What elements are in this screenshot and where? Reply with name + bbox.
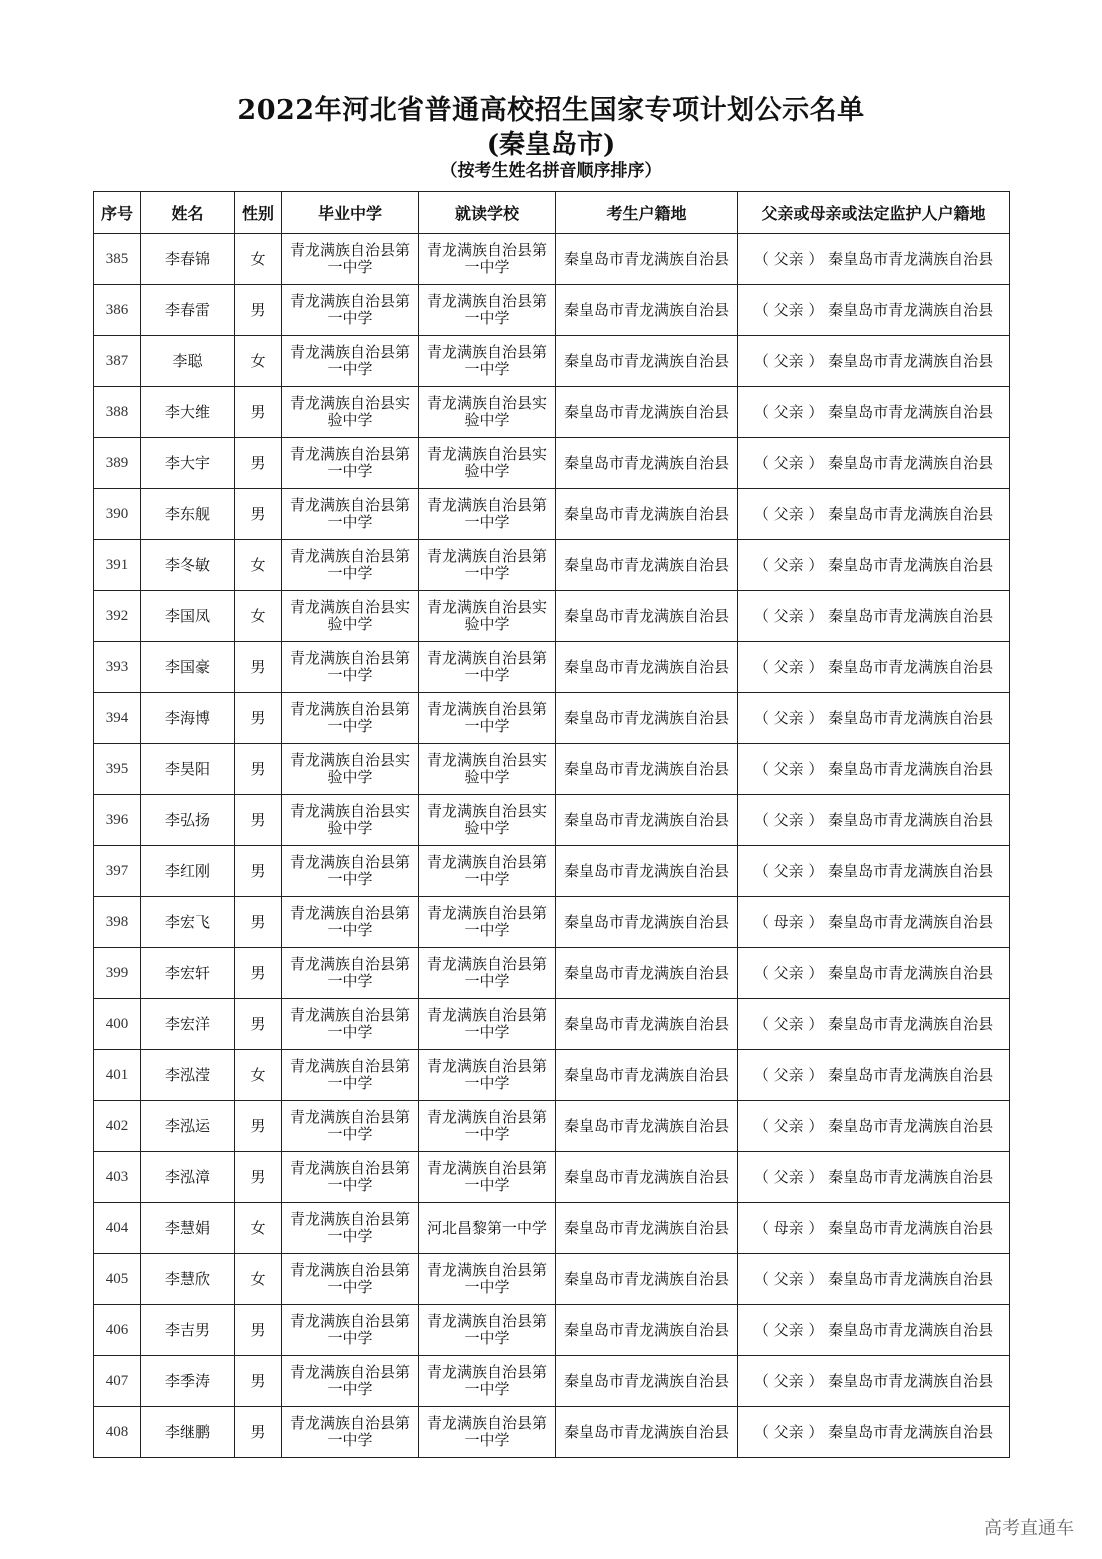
cell-current-school: 青龙满族自治县第一中学 xyxy=(419,336,556,387)
cell-guardian-hukou: （ 父亲 ） 秦皇岛市青龙满族自治县 xyxy=(738,1254,1010,1305)
cell-student-hukou: 秦皇岛市青龙满族自治县 xyxy=(556,1050,738,1101)
cell-name: 李聪 xyxy=(141,336,235,387)
cell-student-hukou: 秦皇岛市青龙满族自治县 xyxy=(556,795,738,846)
cell-seq: 406 xyxy=(94,1305,141,1356)
cell-guardian-hukou: （ 父亲 ） 秦皇岛市青龙满族自治县 xyxy=(738,285,1010,336)
cell-graduation-school: 青龙满族自治县实验中学 xyxy=(282,795,419,846)
cell-guardian-hukou: （ 父亲 ） 秦皇岛市青龙满族自治县 xyxy=(738,744,1010,795)
cell-guardian-hukou: （ 父亲 ） 秦皇岛市青龙满族自治县 xyxy=(738,1101,1010,1152)
cell-guardian-hukou: （ 父亲 ） 秦皇岛市青龙满族自治县 xyxy=(738,234,1010,285)
cell-gender: 男 xyxy=(235,642,282,693)
cell-student-hukou: 秦皇岛市青龙满族自治县 xyxy=(556,948,738,999)
cell-guardian-hukou: （ 父亲 ） 秦皇岛市青龙满族自治县 xyxy=(738,438,1010,489)
cell-graduation-school: 青龙满族自治县第一中学 xyxy=(282,999,419,1050)
cell-seq: 407 xyxy=(94,1356,141,1407)
cell-graduation-school: 青龙满族自治县第一中学 xyxy=(282,1254,419,1305)
cell-current-school: 青龙满族自治县第一中学 xyxy=(419,489,556,540)
col-header-student-hukou: 考生户籍地 xyxy=(556,192,738,234)
cell-guardian-hukou: （ 父亲 ） 秦皇岛市青龙满族自治县 xyxy=(738,540,1010,591)
cell-name: 李春雷 xyxy=(141,285,235,336)
cell-graduation-school: 青龙满族自治县第一中学 xyxy=(282,234,419,285)
table-row xyxy=(94,948,1010,999)
cell-graduation-school: 青龙满族自治县第一中学 xyxy=(282,948,419,999)
cell-gender: 女 xyxy=(235,234,282,285)
cell-graduation-school: 青龙满族自治县第一中学 xyxy=(282,438,419,489)
cell-current-school: 青龙满族自治县第一中学 xyxy=(419,1356,556,1407)
cell-seq: 397 xyxy=(94,846,141,897)
cell-student-hukou: 秦皇岛市青龙满族自治县 xyxy=(556,438,738,489)
cell-guardian-hukou: （ 父亲 ） 秦皇岛市青龙满族自治县 xyxy=(738,999,1010,1050)
cell-student-hukou: 秦皇岛市青龙满族自治县 xyxy=(556,744,738,795)
col-header-gender: 性别 xyxy=(235,192,282,234)
col-header-graduation-school: 毕业中学 xyxy=(282,192,419,234)
cell-guardian-hukou: （ 父亲 ） 秦皇岛市青龙满族自治县 xyxy=(738,1407,1010,1458)
cell-graduation-school: 青龙满族自治县第一中学 xyxy=(282,1407,419,1458)
cell-name: 李慧娟 xyxy=(141,1203,235,1254)
cell-current-school: 青龙满族自治县实验中学 xyxy=(419,795,556,846)
table-row xyxy=(94,1152,1010,1203)
cell-name: 李泓漳 xyxy=(141,1152,235,1203)
cell-current-school: 青龙满族自治县实验中学 xyxy=(419,387,556,438)
cell-seq: 395 xyxy=(94,744,141,795)
cell-current-school: 青龙满族自治县实验中学 xyxy=(419,744,556,795)
cell-student-hukou: 秦皇岛市青龙满族自治县 xyxy=(556,897,738,948)
cell-guardian-hukou: （ 父亲 ） 秦皇岛市青龙满族自治县 xyxy=(738,1152,1010,1203)
page-title: 2022年河北省普通高校招生国家专项计划公示名单 xyxy=(237,95,865,126)
cell-current-school: 青龙满族自治县第一中学 xyxy=(419,999,556,1050)
cell-gender: 男 xyxy=(235,285,282,336)
cell-guardian-hukou: （ 父亲 ） 秦皇岛市青龙满族自治县 xyxy=(738,948,1010,999)
roster-table xyxy=(93,191,1010,1458)
cell-gender: 男 xyxy=(235,999,282,1050)
cell-seq: 389 xyxy=(94,438,141,489)
cell-graduation-school: 青龙满族自治县第一中学 xyxy=(282,336,419,387)
cell-gender: 男 xyxy=(235,438,282,489)
cell-seq: 401 xyxy=(94,1050,141,1101)
cell-graduation-school: 青龙满族自治县第一中学 xyxy=(282,1050,419,1101)
cell-current-school: 河北昌黎第一中学 xyxy=(419,1203,556,1254)
cell-current-school: 青龙满族自治县第一中学 xyxy=(419,1050,556,1101)
cell-seq: 400 xyxy=(94,999,141,1050)
cell-gender: 男 xyxy=(235,1152,282,1203)
cell-name: 李泓滢 xyxy=(141,1050,235,1101)
cell-seq: 405 xyxy=(94,1254,141,1305)
table-row xyxy=(94,1356,1010,1407)
table-row xyxy=(94,1254,1010,1305)
cell-graduation-school: 青龙满族自治县第一中学 xyxy=(282,1152,419,1203)
cell-current-school: 青龙满族自治县第一中学 xyxy=(419,846,556,897)
col-header-name: 姓名 xyxy=(141,192,235,234)
cell-student-hukou: 秦皇岛市青龙满族自治县 xyxy=(556,693,738,744)
table-row xyxy=(94,1203,1010,1254)
cell-gender: 男 xyxy=(235,489,282,540)
cell-gender: 女 xyxy=(235,540,282,591)
roster-body xyxy=(94,234,1010,1458)
cell-seq: 391 xyxy=(94,540,141,591)
cell-current-school: 青龙满族自治县第一中学 xyxy=(419,1254,556,1305)
watermark: 高考直通车 xyxy=(984,1518,1074,1539)
cell-seq: 385 xyxy=(94,234,141,285)
cell-graduation-school: 青龙满族自治县第一中学 xyxy=(282,693,419,744)
table-row xyxy=(94,795,1010,846)
cell-graduation-school: 青龙满族自治县第一中学 xyxy=(282,897,419,948)
cell-student-hukou: 秦皇岛市青龙满族自治县 xyxy=(556,999,738,1050)
table-row xyxy=(94,591,1010,642)
cell-guardian-hukou: （ 父亲 ） 秦皇岛市青龙满族自治县 xyxy=(738,336,1010,387)
cell-seq: 394 xyxy=(94,693,141,744)
cell-name: 李吉男 xyxy=(141,1305,235,1356)
cell-student-hukou: 秦皇岛市青龙满族自治县 xyxy=(556,234,738,285)
cell-current-school: 青龙满族自治县第一中学 xyxy=(419,1305,556,1356)
cell-gender: 女 xyxy=(235,1254,282,1305)
cell-student-hukou: 秦皇岛市青龙满族自治县 xyxy=(556,1254,738,1305)
col-header-guardian-hukou: 父亲或母亲或法定监护人户籍地 xyxy=(738,192,1010,234)
cell-current-school: 青龙满族自治县第一中学 xyxy=(419,1101,556,1152)
cell-seq: 396 xyxy=(94,795,141,846)
cell-student-hukou: 秦皇岛市青龙满族自治县 xyxy=(556,1407,738,1458)
cell-student-hukou: 秦皇岛市青龙满族自治县 xyxy=(556,1203,738,1254)
cell-seq: 388 xyxy=(94,387,141,438)
cell-name: 李东舰 xyxy=(141,489,235,540)
table-header-row xyxy=(94,192,1010,234)
cell-current-school: 青龙满族自治县第一中学 xyxy=(419,897,556,948)
cell-graduation-school: 青龙满族自治县实验中学 xyxy=(282,387,419,438)
cell-gender: 男 xyxy=(235,948,282,999)
table-row xyxy=(94,744,1010,795)
cell-current-school: 青龙满族自治县实验中学 xyxy=(419,438,556,489)
cell-seq: 403 xyxy=(94,1152,141,1203)
table-row xyxy=(94,1305,1010,1356)
col-header-current-school: 就读学校 xyxy=(419,192,556,234)
cell-graduation-school: 青龙满族自治县实验中学 xyxy=(282,744,419,795)
cell-student-hukou: 秦皇岛市青龙满族自治县 xyxy=(556,1101,738,1152)
cell-graduation-school: 青龙满族自治县第一中学 xyxy=(282,642,419,693)
table-row xyxy=(94,897,1010,948)
cell-current-school: 青龙满族自治县第一中学 xyxy=(419,285,556,336)
cell-student-hukou: 秦皇岛市青龙满族自治县 xyxy=(556,489,738,540)
cell-student-hukou: 秦皇岛市青龙满族自治县 xyxy=(556,846,738,897)
page-subtitle: (秦皇岛市) xyxy=(486,130,616,160)
cell-guardian-hukou: （ 父亲 ） 秦皇岛市青龙满族自治县 xyxy=(738,1305,1010,1356)
table-row xyxy=(94,285,1010,336)
cell-student-hukou: 秦皇岛市青龙满族自治县 xyxy=(556,642,738,693)
sort-note: （按考生姓名拼音顺序排序） xyxy=(440,161,662,181)
cell-gender: 男 xyxy=(235,693,282,744)
cell-gender: 女 xyxy=(235,336,282,387)
cell-graduation-school: 青龙满族自治县第一中学 xyxy=(282,1305,419,1356)
cell-current-school: 青龙满族自治县第一中学 xyxy=(419,693,556,744)
cell-graduation-school: 青龙满族自治县第一中学 xyxy=(282,1101,419,1152)
cell-current-school: 青龙满族自治县第一中学 xyxy=(419,642,556,693)
cell-gender: 女 xyxy=(235,591,282,642)
cell-name: 李大维 xyxy=(141,387,235,438)
cell-seq: 402 xyxy=(94,1101,141,1152)
cell-student-hukou: 秦皇岛市青龙满族自治县 xyxy=(556,1305,738,1356)
cell-guardian-hukou: （ 母亲 ） 秦皇岛市青龙满族自治县 xyxy=(738,897,1010,948)
cell-graduation-school: 青龙满族自治县第一中学 xyxy=(282,846,419,897)
cell-student-hukou: 秦皇岛市青龙满族自治县 xyxy=(556,1152,738,1203)
cell-guardian-hukou: （ 父亲 ） 秦皇岛市青龙满族自治县 xyxy=(738,489,1010,540)
table-row xyxy=(94,999,1010,1050)
table-row xyxy=(94,846,1010,897)
cell-name: 李宏轩 xyxy=(141,948,235,999)
cell-current-school: 青龙满族自治县第一中学 xyxy=(419,948,556,999)
table-row xyxy=(94,540,1010,591)
table-row xyxy=(94,489,1010,540)
cell-student-hukou: 秦皇岛市青龙满族自治县 xyxy=(556,1356,738,1407)
cell-name: 李海博 xyxy=(141,693,235,744)
cell-seq: 390 xyxy=(94,489,141,540)
cell-guardian-hukou: （ 父亲 ） 秦皇岛市青龙满族自治县 xyxy=(738,1050,1010,1101)
cell-seq: 393 xyxy=(94,642,141,693)
cell-name: 李国豪 xyxy=(141,642,235,693)
cell-name: 李弘扬 xyxy=(141,795,235,846)
col-header-seq: 序号 xyxy=(94,192,141,234)
cell-seq: 387 xyxy=(94,336,141,387)
cell-current-school: 青龙满族自治县第一中学 xyxy=(419,540,556,591)
cell-name: 李红刚 xyxy=(141,846,235,897)
cell-gender: 男 xyxy=(235,897,282,948)
table-row xyxy=(94,438,1010,489)
cell-name: 李大宇 xyxy=(141,438,235,489)
cell-guardian-hukou: （ 父亲 ） 秦皇岛市青龙满族自治县 xyxy=(738,387,1010,438)
cell-graduation-school: 青龙满族自治县实验中学 xyxy=(282,591,419,642)
cell-gender: 男 xyxy=(235,795,282,846)
cell-seq: 404 xyxy=(94,1203,141,1254)
cell-guardian-hukou: （ 父亲 ） 秦皇岛市青龙满族自治县 xyxy=(738,642,1010,693)
cell-gender: 男 xyxy=(235,387,282,438)
cell-student-hukou: 秦皇岛市青龙满族自治县 xyxy=(556,285,738,336)
cell-name: 李国凤 xyxy=(141,591,235,642)
cell-name: 李泓运 xyxy=(141,1101,235,1152)
cell-student-hukou: 秦皇岛市青龙满族自治县 xyxy=(556,540,738,591)
cell-guardian-hukou: （ 父亲 ） 秦皇岛市青龙满族自治县 xyxy=(738,1356,1010,1407)
table-row xyxy=(94,642,1010,693)
cell-seq: 399 xyxy=(94,948,141,999)
cell-gender: 女 xyxy=(235,1203,282,1254)
cell-gender: 男 xyxy=(235,744,282,795)
cell-graduation-school: 青龙满族自治县第一中学 xyxy=(282,540,419,591)
table-row xyxy=(94,693,1010,744)
cell-guardian-hukou: （ 父亲 ） 秦皇岛市青龙满族自治县 xyxy=(738,591,1010,642)
cell-name: 李宏洋 xyxy=(141,999,235,1050)
cell-current-school: 青龙满族自治县第一中学 xyxy=(419,1407,556,1458)
cell-seq: 392 xyxy=(94,591,141,642)
cell-name: 李慧欣 xyxy=(141,1254,235,1305)
cell-graduation-school: 青龙满族自治县第一中学 xyxy=(282,1356,419,1407)
cell-current-school: 青龙满族自治县第一中学 xyxy=(419,1152,556,1203)
cell-name: 李季涛 xyxy=(141,1356,235,1407)
table-row xyxy=(94,336,1010,387)
table-row xyxy=(94,1101,1010,1152)
cell-guardian-hukou: （ 父亲 ） 秦皇岛市青龙满族自治县 xyxy=(738,846,1010,897)
cell-current-school: 青龙满族自治县第一中学 xyxy=(419,234,556,285)
cell-gender: 男 xyxy=(235,1305,282,1356)
cell-current-school: 青龙满族自治县实验中学 xyxy=(419,591,556,642)
cell-name: 李昊阳 xyxy=(141,744,235,795)
cell-guardian-hukou: （ 母亲 ） 秦皇岛市青龙满族自治县 xyxy=(738,1203,1010,1254)
cell-name: 李冬敏 xyxy=(141,540,235,591)
cell-graduation-school: 青龙满族自治县第一中学 xyxy=(282,489,419,540)
cell-graduation-school: 青龙满族自治县第一中学 xyxy=(282,285,419,336)
cell-guardian-hukou: （ 父亲 ） 秦皇岛市青龙满族自治县 xyxy=(738,795,1010,846)
cell-name: 李春锦 xyxy=(141,234,235,285)
cell-seq: 408 xyxy=(94,1407,141,1458)
table-row xyxy=(94,1050,1010,1101)
cell-gender: 女 xyxy=(235,1050,282,1101)
cell-name: 李宏飞 xyxy=(141,897,235,948)
cell-student-hukou: 秦皇岛市青龙满族自治县 xyxy=(556,336,738,387)
cell-guardian-hukou: （ 父亲 ） 秦皇岛市青龙满族自治县 xyxy=(738,693,1010,744)
table-row xyxy=(94,234,1010,285)
table-row xyxy=(94,1407,1010,1458)
cell-seq: 386 xyxy=(94,285,141,336)
cell-student-hukou: 秦皇岛市青龙满族自治县 xyxy=(556,387,738,438)
cell-gender: 男 xyxy=(235,1407,282,1458)
cell-gender: 男 xyxy=(235,1356,282,1407)
cell-seq: 398 xyxy=(94,897,141,948)
cell-gender: 男 xyxy=(235,1101,282,1152)
table-row xyxy=(94,387,1010,438)
cell-name: 李继鹏 xyxy=(141,1407,235,1458)
cell-gender: 男 xyxy=(235,846,282,897)
cell-graduation-school: 青龙满族自治县第一中学 xyxy=(282,1203,419,1254)
cell-student-hukou: 秦皇岛市青龙满族自治县 xyxy=(556,591,738,642)
